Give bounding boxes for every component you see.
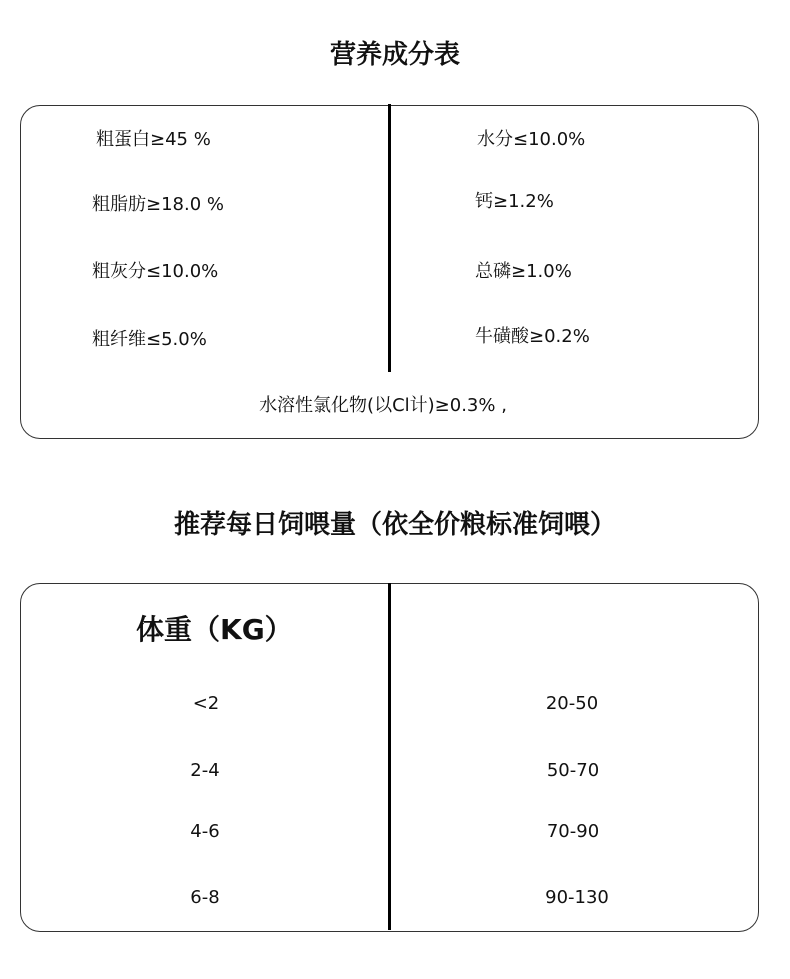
weight-cell: 6-8 (190, 887, 220, 908)
nutrition-right-item: 牛磺酸≥0.2% (475, 326, 590, 347)
nutrition-title: 营养成分表 (329, 40, 460, 70)
amount-cell: 70-90 (546, 821, 600, 842)
nutrition-left-item: 粗脂肪≥18.0 % (92, 194, 224, 215)
nutrition-left-item: 粗纤维≤5.0% (92, 329, 207, 350)
amount-cell: 50-70 (546, 760, 600, 781)
nutrition-left-item: 粗蛋白≥45 % (96, 129, 211, 150)
nutrition-right-item: 水分≤10.0% (477, 129, 586, 150)
weight-cell: 4-6 (190, 821, 220, 842)
amount-cell: 20-50 (545, 693, 599, 714)
weight-cell: 2-4 (190, 760, 220, 781)
nutrition-left-item: 粗灰分≤10.0% (92, 261, 219, 282)
feeding-title: 推荐每日饲喂量（依全价粮标准饲喂） (173, 510, 616, 540)
weight-header: 体重（KG） (136, 613, 293, 646)
nutrition-right-item: 钙≥1.2% (475, 191, 554, 212)
nutrition-footer: 水溶性氯化物(以Cl计)≥0.3% , (259, 395, 507, 416)
feeding-divider (388, 583, 391, 930)
nutrition-right-item: 总磷≥1.0% (475, 261, 572, 282)
weight-cell: <2 (192, 693, 220, 714)
nutrition-divider (388, 104, 391, 372)
amount-cell: 90-130 (545, 887, 609, 908)
